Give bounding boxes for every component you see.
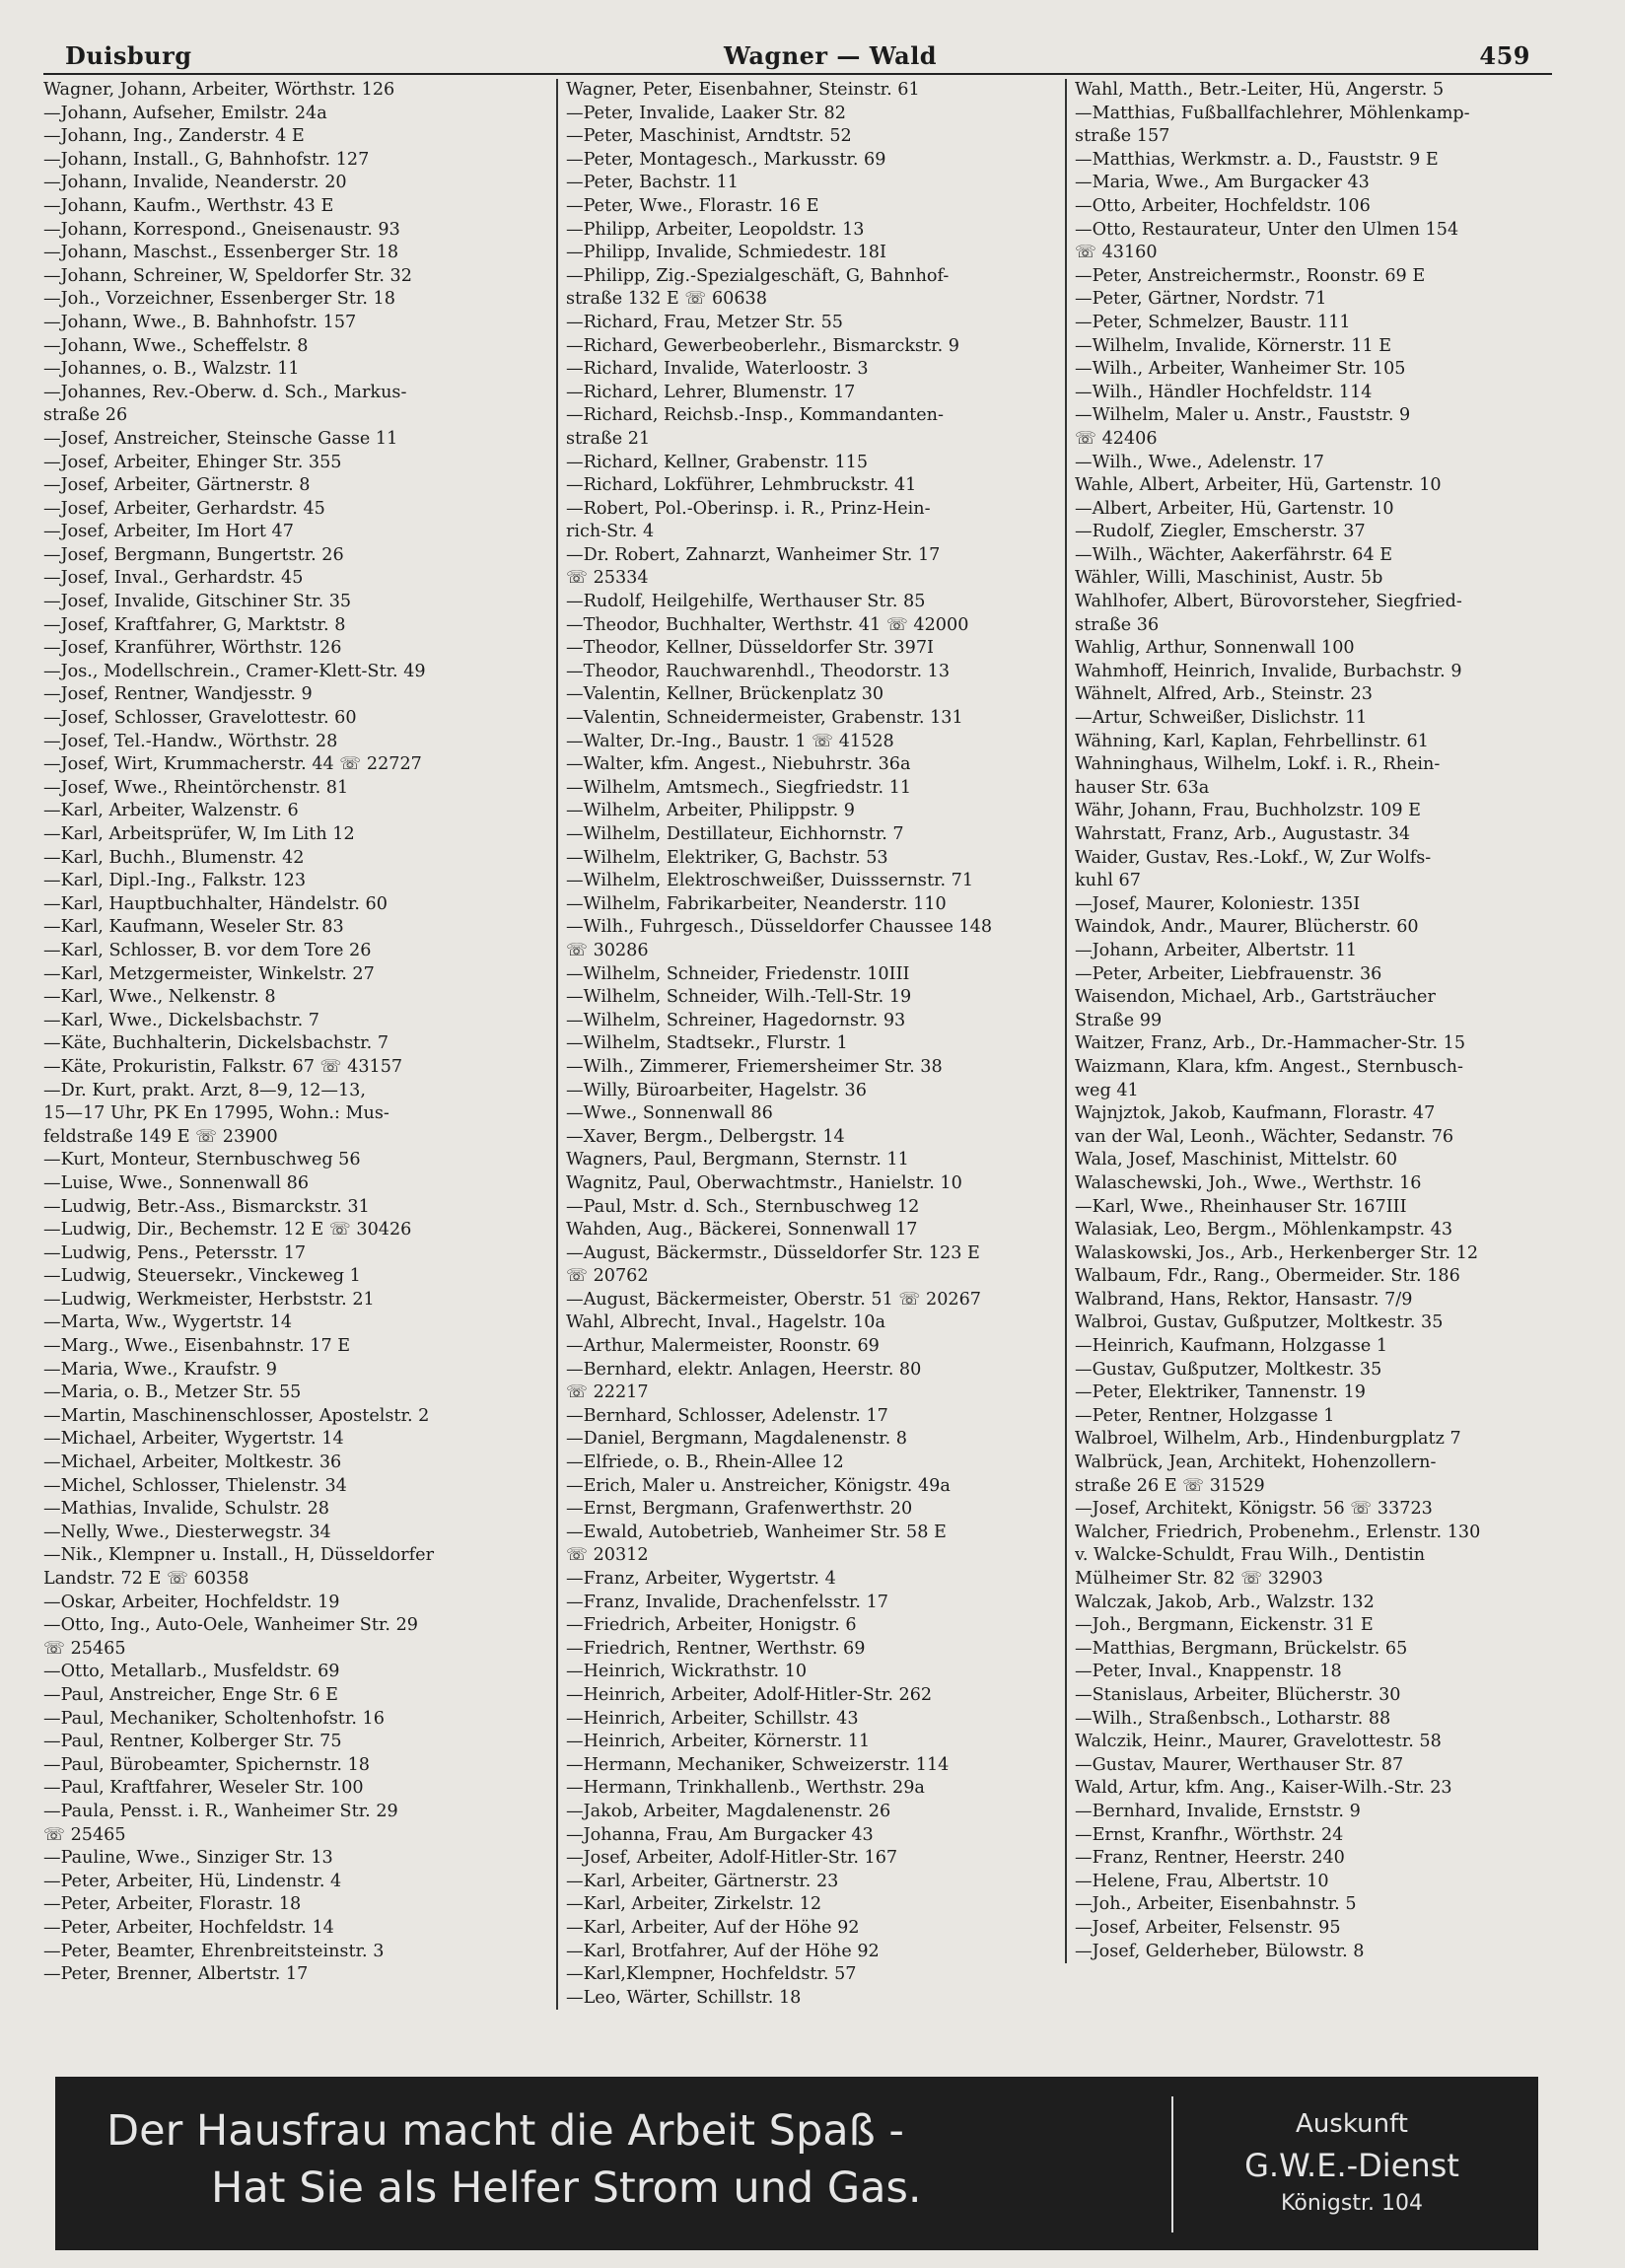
directory-entry-line: —Peter, Montagesch., Markusstr. 69 (566, 149, 886, 170)
directory-entry-line: —Dr. Robert, Zahnarzt, Wanheimer Str. 17 (566, 544, 941, 565)
directory-entry-line: —Otto, Metallarb., Musfeldstr. 69 (43, 1662, 340, 1682)
directory-entry-line: Walbroi, Gustav, Gußputzer, Moltkestr. 35 (1075, 1312, 1444, 1333)
directory-entry-line: ☏ 25334 (566, 568, 649, 589)
header-city: Duisburg (65, 41, 192, 70)
directory-entry-line: —Johann, Invalide, Neanderstr. 20 (43, 173, 347, 193)
ad-slogan-line-2: Hat Sie als Helfer Strom und Gas. (211, 2163, 922, 2213)
directory-entry-line: Walbaum, Fdr., Rang., Obermeider. Str. 186 (1075, 1266, 1460, 1287)
directory-entry-line: —Richard, Lokführer, Lehmbruckstr. 41 (566, 475, 917, 496)
directory-entry-line: —Johann, Maschst., Essenberger Str. 18 (43, 243, 399, 263)
directory-entry-line: —Wilhelm, Schreiner, Hagedornstr. 93 (566, 1010, 906, 1030)
directory-entry-line: ☏ 42406 (1075, 428, 1158, 449)
directory-entry-line: —Wilh., Händler Hochfeldstr. 114 (1075, 382, 1373, 402)
directory-entry-line: Mülheimer Str. 82 ☏ 32903 (1075, 1569, 1323, 1589)
directory-entry-line: —Wilhelm, Arbeiter, Philippstr. 9 (566, 801, 855, 821)
advertisement-banner (55, 2077, 1538, 2250)
directory-entry-line: 15—17 Uhr, PK En 17995, Wohn.: Mus- (43, 1103, 389, 1124)
directory-entry-line: —Josef, Arbeiter, Adolf-Hitler-Str. 167 (566, 1848, 898, 1869)
directory-entry-line: —Josef, Rentner, Wandjesstr. 9 (43, 684, 313, 705)
directory-entry-line: —Peter, Maschinist, Arndtstr. 52 (566, 126, 852, 147)
directory-entry-line: —Franz, Invalide, Drachenfelsstr. 17 (566, 1592, 888, 1612)
ad-info-service: G.W.E.-Dienst (1244, 2147, 1459, 2184)
directory-entry-line: v. Walcke-Schuldt, Frau Wilh., Dentistin (1075, 1545, 1426, 1566)
directory-entry-line: —Jos., Modellschrein., Cramer-Klett-Str. 49 (43, 661, 426, 681)
directory-entry-line: —Erich, Maler u. Anstreicher, Königstr. 49a (566, 1475, 951, 1496)
header-name-range: Wagner — Wald (724, 41, 938, 70)
directory-entry-line: —Peter, Invalide, Laaker Str. 82 (566, 103, 846, 123)
directory-entry-line: —Ernst, Kranfhr., Wörthstr. 24 (1075, 1824, 1344, 1845)
directory-entry-line: —Paul, Bürobeamter, Spichernstr. 18 (43, 1754, 370, 1775)
directory-entry-line: —Johanna, Frau, Am Burgacker 43 (566, 1824, 874, 1845)
directory-entry-line: —Josef, Arbeiter, Gärtnerstr. 8 (43, 475, 311, 496)
directory-entry-line: —Wilh., Wwe., Adelenstr. 17 (1075, 452, 1324, 472)
directory-entry-line: —Gustav, Gußputzer, Moltkestr. 35 (1075, 1359, 1382, 1380)
directory-entry-line: —Maria, o. B., Metzer Str. 55 (43, 1382, 302, 1403)
directory-entry-line: —Peter, Arbeiter, Liebfrauenstr. 36 (1075, 963, 1382, 984)
ad-divider (1171, 2096, 1173, 2233)
directory-entry-line: —Wilh., Arbeiter, Wanheimer Str. 105 (1075, 359, 1406, 380)
directory-entry-line: —Paul, Anstreicher, Enge Str. 6 E (43, 1684, 338, 1705)
directory-entry-line: —Karl, Arbeiter, Auf der Höhe 92 (566, 1917, 860, 1938)
directory-entry-line: —Heinrich, Arbeiter, Körnerstr. 11 (566, 1732, 871, 1752)
directory-entry-line: —Ewald, Autobetrieb, Wanheimer Str. 58 E (566, 1522, 947, 1542)
directory-entry-line: —Wilh., Zimmerer, Friemersheimer Str. 38 (566, 1056, 943, 1077)
directory-entry-line: Wähnelt, Alfred, Arb., Steinstr. 23 (1075, 684, 1373, 705)
directory-entry-line: —Paul, Kraftfahrer, Weseler Str. 100 (43, 1778, 364, 1799)
directory-entry-line: —Johann, Kaufm., Werthstr. 43 E (43, 195, 334, 216)
directory-entry-line: —Wilh., Straßenbsch., Lotharstr. 88 (1075, 1708, 1391, 1729)
directory-entry-line: —Leo, Wärter, Schillstr. 18 (566, 1987, 802, 2008)
directory-entry-line: —Rudolf, Ziegler, Emscherstr. 37 (1075, 522, 1366, 542)
directory-entry-line: —Wilh., Wächter, Aakerfährstr. 64 E (1075, 544, 1393, 565)
directory-entry-line: —Wilhelm, Elektriker, G, Bachstr. 53 (566, 847, 888, 868)
directory-entry-line: —Johann, Wwe., B. Bahnhofstr. 157 (43, 312, 357, 332)
directory-entry-line: —Richard, Frau, Metzer Str. 55 (566, 312, 843, 332)
directory-entry-line: —Karl, Arbeitsprüfer, W, Im Lith 12 (43, 824, 355, 844)
directory-entry-line: —Bernhard, Invalide, Ernststr. 9 (1075, 1801, 1361, 1821)
directory-entry-line: weg 41 (1075, 1080, 1139, 1100)
directory-entry-line: van der Wal, Leonh., Wächter, Sedanstr. 76 (1075, 1126, 1454, 1147)
directory-entry-line: —Johann, Schreiner, W, Speldorfer Str. 32 (43, 265, 412, 286)
directory-entry-line: —Karl, Buchh., Blumenstr. 42 (43, 847, 305, 868)
directory-entry-line: —Peter, Schmelzer, Baustr. 111 (1075, 312, 1351, 332)
directory-entry-line: Wahninghaus, Wilhelm, Lokf. i. R., Rhein- (1075, 754, 1441, 775)
directory-entry-line: —Heinrich, Wickrathstr. 10 (566, 1662, 808, 1682)
directory-entry-line: —Karl, Brotfahrer, Auf der Höhe 92 (566, 1941, 880, 1961)
directory-entry-line: —Heinrich, Arbeiter, Schillstr. 43 (566, 1708, 859, 1729)
directory-entry-line: —Kurt, Monteur, Sternbuschweg 56 (43, 1150, 361, 1170)
directory-entry-line: —Otto, Arbeiter, Hochfeldstr. 106 (1075, 195, 1371, 216)
directory-entry-line: straße 26 (43, 405, 128, 426)
directory-entry-line: Wahlig, Arthur, Sonnenwall 100 (1075, 638, 1355, 659)
directory-entry-line: Walczak, Jakob, Arb., Walzstr. 132 (1075, 1592, 1375, 1612)
directory-entry-line: Walaschewski, Joh., Wwe., Werthstr. 16 (1075, 1172, 1422, 1193)
directory-entry-line: —Peter, Rentner, Holzgasse 1 (1075, 1405, 1335, 1426)
directory-entry-line: —Pauline, Wwe., Sinziger Str. 13 (43, 1848, 333, 1869)
directory-entry-line: —August, Bäckermeister, Oberstr. 51 ☏ 20267 (566, 1289, 981, 1310)
directory-entry-line: —Jakob, Arbeiter, Magdalenenstr. 26 (566, 1801, 891, 1821)
directory-entry-line: feldstraße 149 E ☏ 23900 (43, 1126, 278, 1147)
directory-entry-line: ☏ 30286 (566, 940, 649, 960)
directory-entry-line: straße 21 (566, 428, 651, 449)
directory-entry-line: —Gustav, Maurer, Werthauser Str. 87 (1075, 1754, 1404, 1775)
directory-entry-line: —Stanislaus, Arbeiter, Blücherstr. 30 (1075, 1684, 1401, 1705)
directory-entry-line: —Johann, Ing., Zanderstr. 4 E (43, 126, 305, 147)
directory-entry-line: —Ludwig, Werkmeister, Herbststr. 21 (43, 1289, 375, 1310)
directory-entry-line: —Wilhelm, Invalide, Körnerstr. 11 E (1075, 335, 1392, 356)
directory-entry-line: —Theodor, Kellner, Düsseldorfer Str. 397I (566, 638, 934, 659)
directory-entry-line: —Paula, Pensst. i. R., Wanheimer Str. 29 (43, 1801, 398, 1821)
directory-entry-line: —Josef, Arbeiter, Im Hort 47 (43, 522, 294, 542)
directory-entry-line: —Paul, Mechaniker, Scholtenhofstr. 16 (43, 1708, 385, 1729)
directory-entry-line: —Theodor, Buchhalter, Werthstr. 41 ☏ 42000 (566, 614, 969, 635)
directory-entry-line: —Helene, Frau, Albertstr. 10 (1075, 1871, 1329, 1891)
directory-entry-line: —Wilhelm, Elektroschweißer, Duisssernstr. 71 (566, 871, 974, 891)
directory-entry-line: —Michel, Schlosser, Thielenstr. 34 (43, 1475, 347, 1496)
directory-entry-line: —Nik., Klempner u. Install., H, Düsseldorfer (43, 1545, 435, 1566)
directory-entry-line: Wagner, Johann, Arbeiter, Wörthstr. 126 (43, 80, 395, 100)
directory-entry-line: —Wilhelm, Fabrikarbeiter, Neanderstr. 110 (566, 893, 947, 914)
directory-entry-line: —Josef, Gelderheber, Bülowstr. 8 (1075, 1941, 1365, 1961)
directory-entry-line: —August, Bäckermstr., Düsseldorfer Str. 123 E (566, 1242, 980, 1263)
directory-entry-line: —Matthias, Fußballfachlehrer, Möhlenkamp- (1075, 103, 1470, 123)
directory-entry-line: straße 157 (1075, 126, 1170, 147)
directory-entry-line: Straße 99 (1075, 1010, 1163, 1030)
column-2 (556, 79, 1059, 2010)
directory-entry-line: —Josef, Inval., Gerhardstr. 45 (43, 568, 304, 589)
directory-entry-line: —Josef, Bergmann, Bungertstr. 26 (43, 544, 344, 565)
directory-entry-line: —Walter, Dr.-Ing., Baustr. 1 ☏ 41528 (566, 731, 894, 751)
page-number: 459 (1479, 41, 1530, 70)
directory-entry-line: hauser Str. 63a (1075, 777, 1210, 798)
directory-entry-line: straße 26 E ☏ 31529 (1075, 1475, 1265, 1496)
directory-entry-line: —Otto, Ing., Auto-Oele, Wanheimer Str. 29 (43, 1615, 418, 1636)
directory-entry-line: —Karl, Arbeiter, Zirkelstr. 12 (566, 1894, 822, 1915)
directory-entry-line: —Johannes, Rev.-Oberw. d. Sch., Markus- (43, 382, 407, 402)
directory-entry-line: —Marta, Ww., Wygertstr. 14 (43, 1312, 293, 1333)
directory-entry-line: —Josef, Architekt, Königstr. 56 ☏ 33723 (1075, 1499, 1433, 1520)
directory-entry-line: —Josef, Kranführer, Wörthstr. 126 (43, 638, 342, 659)
directory-entry-line: —Peter, Elektriker, Tannenstr. 19 (1075, 1382, 1366, 1403)
directory-entry-line: —Josef, Arbeiter, Felsenstr. 95 (1075, 1917, 1341, 1938)
directory-entry-line: Wald, Artur, kfm. Ang., Kaiser-Wilh.-Str. 23 (1075, 1778, 1452, 1799)
directory-entry-line: —Josef, Anstreicher, Steinsche Gasse 11 (43, 428, 398, 449)
directory-entry-line: —Hermann, Trinkhallenb., Werthstr. 29a (566, 1778, 925, 1799)
directory-entry-line: —Luise, Wwe., Sonnenwall 86 (43, 1172, 310, 1193)
directory-entry-line: —Peter, Anstreichermstr., Roonstr. 69 E (1075, 265, 1426, 286)
directory-entry-line: —Maria, Wwe., Kraufstr. 9 (43, 1359, 277, 1380)
directory-entry-line: —Karl, Dipl.-Ing., Falkstr. 123 (43, 871, 307, 891)
ad-info-address: Königstr. 104 (1281, 2191, 1423, 2216)
directory-entry-line: —Peter, Arbeiter, Hü, Lindenstr. 4 (43, 1871, 342, 1891)
directory-entry-line: —Oskar, Arbeiter, Hochfeldstr. 19 (43, 1592, 340, 1612)
directory-entry-line: —Willy, Büroarbeiter, Hagelstr. 36 (566, 1080, 867, 1100)
directory-entry-line: —Ludwig, Steuersekr., Vinckeweg 1 (43, 1266, 361, 1287)
directory-entry-line: Wähler, Willi, Maschinist, Austr. 5b (1075, 568, 1383, 589)
directory-entry-line: —Wilh., Fuhrgesch., Düsseldorfer Chaussee 148 (566, 917, 993, 938)
directory-entry-line: straße 36 (1075, 614, 1160, 635)
directory-entry-line: —Peter, Brenner, Albertstr. 17 (43, 1964, 309, 1985)
directory-entry-line: —Arthur, Malermeister, Roonstr. 69 (566, 1336, 880, 1357)
directory-entry-line: —Karl, Schlosser, B. vor dem Tore 26 (43, 940, 372, 960)
directory-entry-line: —Käte, Prokuristin, Falkstr. 67 ☏ 43157 (43, 1056, 403, 1077)
directory-entry-line: —Martin, Maschinenschlosser, Apostelstr. 2 (43, 1405, 430, 1426)
directory-entry-line: —Käte, Buchhalterin, Dickelsbachstr. 7 (43, 1033, 389, 1054)
directory-entry-line: —Peter, Arbeiter, Hochfeldstr. 14 (43, 1917, 334, 1938)
directory-entry-line: —Karl, Arbeiter, Walzenstr. 6 (43, 801, 299, 821)
directory-entry-line: Wala, Josef, Maschinist, Mittelstr. 60 (1075, 1150, 1398, 1170)
directory-entry-line: —Peter, Bachstr. 11 (566, 173, 739, 193)
directory-entry-line: —Michael, Arbeiter, Moltkestr. 36 (43, 1453, 342, 1473)
directory-entry-line: —Philipp, Arbeiter, Leopoldstr. 13 (566, 219, 865, 240)
directory-entry-line: Wajnjztok, Jakob, Kaufmann, Florastr. 47 (1075, 1103, 1436, 1124)
directory-entry-line: —Wilhelm, Amtsmech., Siegfriedstr. 11 (566, 777, 912, 798)
directory-entry-line: —Joh., Vorzeichner, Essenberger Str. 18 (43, 289, 395, 310)
directory-entry-line: Waitzer, Franz, Arb., Dr.-Hammacher-Str. 15 (1075, 1033, 1466, 1054)
directory-entry-line: —Josef, Tel.-Handw., Wörthstr. 28 (43, 731, 338, 751)
directory-entry-line: Wahrstatt, Franz, Arb., Augustastr. 34 (1075, 824, 1411, 844)
directory-entry-line: —Albert, Arbeiter, Hü, Gartenstr. 10 (1075, 498, 1394, 519)
directory-entry-line: —Wilhelm, Stadtsekr., Flurstr. 1 (566, 1033, 848, 1054)
directory-entry-line: —Hermann, Mechaniker, Schweizerstr. 114 (566, 1754, 950, 1775)
directory-entry-line: —Artur, Schweißer, Dislichstr. 11 (1075, 708, 1368, 729)
directory-entry-line: Landstr. 72 E ☏ 60358 (43, 1569, 249, 1589)
directory-entry-line: —Wilhelm, Schneider, Friedenstr. 10III (566, 963, 910, 984)
directory-entry-line: —Josef, Kraftfahrer, G, Marktstr. 8 (43, 614, 346, 635)
directory-entry-line: Walasiak, Leo, Bergm., Möhlenkampstr. 43 (1075, 1220, 1453, 1240)
directory-entry-line: ☏ 22217 (566, 1382, 649, 1403)
directory-entry-line: Wahl, Matth., Betr.-Leiter, Hü, Angerstr. 5 (1075, 80, 1445, 100)
directory-entry-line: —Karl, Wwe., Dickelsbachstr. 7 (43, 1010, 319, 1030)
ad-slogan (95, 2102, 1189, 2217)
directory-entry-line: Wahle, Albert, Arbeiter, Hü, Gartenstr. 10 (1075, 475, 1442, 496)
directory-entry-line: —Karl, Arbeiter, Gärtnerstr. 23 (566, 1871, 839, 1891)
directory-entry-line: Waindok, Andr., Maurer, Blücherstr. 60 (1075, 917, 1419, 938)
directory-entry-line: ☏ 43160 (1075, 243, 1158, 263)
directory-entry-line: —Bernhard, elektr. Anlagen, Heerstr. 80 (566, 1359, 922, 1380)
directory-entry-line: —Daniel, Bergmann, Magdalenenstr. 8 (566, 1429, 907, 1450)
directory-entry-line: —Maria, Wwe., Am Burgacker 43 (1075, 173, 1370, 193)
directory-entry-line: —Wilhelm, Schneider, Wilh.-Tell-Str. 19 (566, 987, 912, 1008)
directory-entry-line: —Friedrich, Rentner, Werthstr. 69 (566, 1638, 866, 1659)
directory-entry-line: —Heinrich, Arbeiter, Adolf-Hitler-Str. 262 (566, 1684, 933, 1705)
directory-entry-line: —Xaver, Bergm., Delbergstr. 14 (566, 1126, 845, 1147)
directory-entry-line: —Peter, Inval., Knappenstr. 18 (1075, 1662, 1342, 1682)
directory-entry-line: —Peter, Wwe., Florastr. 16 E (566, 195, 819, 216)
directory-entry-line: —Josef, Arbeiter, Gerhardstr. 45 (43, 498, 325, 519)
directory-entry-line: —Otto, Restaurateur, Unter den Ulmen 154 (1075, 219, 1459, 240)
directory-entry-line: Waizmann, Klara, kfm. Angest., Sternbusch- (1075, 1056, 1463, 1077)
directory-entry-line: —Wilhelm, Destillateur, Eichhornstr. 7 (566, 824, 904, 844)
directory-entry-line: —Peter, Arbeiter, Florastr. 18 (43, 1894, 302, 1915)
ad-slogan-line-1: Der Hausfrau macht die Arbeit Spaß - (106, 2106, 904, 2156)
directory-entry-line: —Mathias, Invalide, Schulstr. 28 (43, 1499, 329, 1520)
directory-entry-line: Wahlhofer, Albert, Bürovorsteher, Siegfried- (1075, 592, 1462, 612)
directory-entry-line: —Philipp, Zig.-Spezialgeschäft, G, Bahnhof- (566, 265, 950, 286)
directory-entry-line: —Johann, Aufseher, Emilstr. 24a (43, 103, 327, 123)
directory-entry-line: —Wwe., Sonnenwall 86 (566, 1103, 773, 1124)
directory-entry-line: Waider, Gustav, Res.-Lokf., W, Zur Wolfs- (1075, 847, 1432, 868)
directory-entry-line: —Johann, Korrespond., Gneisenaustr. 93 (43, 219, 400, 240)
directory-entry-line: —Johann, Install., G, Bahnhofstr. 127 (43, 149, 370, 170)
directory-entry-line: Wagner, Peter, Eisenbahner, Steinstr. 61 (566, 80, 920, 100)
directory-columns (43, 79, 1552, 2051)
directory-entry-line: —Friedrich, Arbeiter, Honigstr. 6 (566, 1615, 857, 1636)
directory-entry-line: —Johann, Wwe., Scheffelstr. 8 (43, 335, 309, 356)
directory-entry-line: —Josef, Schlosser, Gravelottestr. 60 (43, 708, 357, 729)
ad-info-label: Auskunft (1296, 2109, 1408, 2139)
directory-entry-line: straße 132 E ☏ 60638 (566, 289, 767, 310)
directory-entry-line: —Franz, Rentner, Heerstr. 240 (1075, 1848, 1345, 1869)
directory-entry-line: —Josef, Arbeiter, Ehinger Str. 355 (43, 452, 342, 472)
directory-entry-line: —Ludwig, Pens., Petersstr. 17 (43, 1242, 307, 1263)
directory-entry-line: Walbrand, Hans, Rektor, Hansastr. 7/9 (1075, 1289, 1413, 1310)
directory-entry-line: —Paul, Mstr. d. Sch., Sternbuschweg 12 (566, 1196, 920, 1217)
directory-entry-line: —Rudolf, Heilgehilfe, Werthauser Str. 85 (566, 592, 926, 612)
directory-entry-line: —Theodor, Rauchwarenhdl., Theodorstr. 13 (566, 661, 951, 681)
directory-entry-line: —Karl, Metzgermeister, Winkelstr. 27 (43, 963, 375, 984)
directory-entry-line: Walcher, Friedrich, Probenehm., Erlenstr. 130 (1075, 1522, 1481, 1542)
directory-entry-line: rich-Str. 4 (566, 522, 655, 542)
directory-entry-line: Wahden, Aug., Bäckerei, Sonnenwall 17 (566, 1220, 918, 1240)
directory-entry-line: —Robert, Pol.-Oberinsp. i. R., Prinz-Hein- (566, 498, 931, 519)
directory-entry-line: ☏ 25465 (43, 1824, 126, 1845)
directory-entry-line: —Dr. Kurt, prakt. Arzt, 8—9, 12—13, (43, 1080, 366, 1100)
directory-entry-line: —Richard, Kellner, Grabenstr. 115 (566, 452, 869, 472)
directory-entry-line: —Heinrich, Kaufmann, Holzgasse 1 (1075, 1336, 1388, 1357)
directory-entry-line: —Valentin, Kellner, Brückenplatz 30 (566, 684, 884, 705)
directory-entry-line: Wagners, Paul, Bergmann, Sternstr. 11 (566, 1150, 909, 1170)
directory-entry-line: —Karl, Kaufmann, Weseler Str. 83 (43, 917, 344, 938)
directory-entry-line: —Karl, Hauptbuchhalter, Händelstr. 60 (43, 893, 388, 914)
directory-entry-line: Waisendon, Michael, Arb., Gartsträucher (1075, 987, 1436, 1008)
directory-entry-line: —Peter, Beamter, Ehrenbreitsteinstr. 3 (43, 1941, 385, 1961)
directory-entry-line: —Franz, Arbeiter, Wygertstr. 4 (566, 1569, 836, 1589)
directory-entry-line: —Elfriede, o. B., Rhein-Allee 12 (566, 1453, 844, 1473)
directory-entry-line: —Ernst, Bergmann, Grafenwerthstr. 20 (566, 1499, 913, 1520)
directory-entry-line: Wagnitz, Paul, Oberwachtmstr., Hanielstr. 10 (566, 1172, 962, 1193)
ad-info (1189, 2104, 1515, 2221)
directory-entry-line: —Nelly, Wwe., Diesterwegstr. 34 (43, 1522, 331, 1542)
directory-entry-line: —Wilhelm, Maler u. Anstr., Fauststr. 9 (1075, 405, 1411, 426)
directory-entry-line: —Joh., Arbeiter, Eisenbahnstr. 5 (1075, 1894, 1357, 1915)
directory-entry-line: —Richard, Reichsb.-Insp., Kommandanten- (566, 405, 944, 426)
directory-entry-line: Walaskowski, Jos., Arb., Herkenberger Str. 12 (1075, 1242, 1479, 1263)
directory-entry-line: Wahl, Albrecht, Inval., Hagelstr. 10a (566, 1312, 885, 1333)
directory-entry-line: Wahmhoff, Heinrich, Invalide, Burbachstr. 9 (1075, 661, 1462, 681)
directory-entry-line: —Valentin, Schneidermeister, Grabenstr. 131 (566, 708, 963, 729)
directory-entry-line: Wähning, Karl, Kaplan, Fehrbellinstr. 61 (1075, 731, 1429, 751)
column-3 (1065, 79, 1554, 1963)
directory-entry-line: —Peter, Gärtner, Nordstr. 71 (1075, 289, 1327, 310)
page-header (43, 39, 1552, 75)
directory-entry-line: Walczik, Heinr., Maurer, Gravelottestr. 58 (1075, 1732, 1442, 1752)
directory-entry-line: —Ludwig, Betr.-Ass., Bismarckstr. 31 (43, 1196, 370, 1217)
directory-entry-line: —Ludwig, Dir., Bechemstr. 12 E ☏ 30426 (43, 1220, 412, 1240)
directory-entry-line: ☏ 20312 (566, 1545, 649, 1566)
directory-entry-line: Walbrück, Jean, Architekt, Hohenzollern- (1075, 1453, 1437, 1473)
directory-entry-line: —Joh., Bergmann, Eickenstr. 31 E (1075, 1615, 1374, 1636)
directory-entry-line: —Paul, Rentner, Kolberger Str. 75 (43, 1732, 342, 1752)
directory-entry-line: —Marg., Wwe., Eisenbahnstr. 17 E (43, 1336, 351, 1357)
directory-entry-line: —Karl,Klempner, Hochfeldstr. 57 (566, 1964, 857, 1985)
directory-entry-line: —Richard, Gewerbeoberlehr., Bismarckstr. 9 (566, 335, 959, 356)
directory-entry-line: —Karl, Wwe., Rheinhauser Str. 167III (1075, 1196, 1407, 1217)
directory-entry-line: kuhl 67 (1075, 871, 1141, 891)
directory-entry-line: —Josef, Invalide, Gitschiner Str. 35 (43, 592, 352, 612)
directory-entry-line: Währ, Johann, Frau, Buchholzstr. 109 E (1075, 801, 1422, 821)
directory-entry-line: —Josef, Maurer, Koloniestr. 135I (1075, 893, 1361, 914)
directory-entry-line: —Walter, kfm. Angest., Niebuhrstr. 36a (566, 754, 911, 775)
directory-entry-line: ☏ 20762 (566, 1266, 649, 1287)
directory-entry-line: ☏ 25465 (43, 1638, 126, 1659)
directory-entry-line: —Karl, Wwe., Nelkenstr. 8 (43, 987, 276, 1008)
directory-entry-line: —Bernhard, Schlosser, Adelenstr. 17 (566, 1405, 888, 1426)
directory-entry-line: —Johannes, o. B., Walzstr. 11 (43, 359, 300, 380)
directory-entry-line: Walbroel, Wilhelm, Arb., Hindenburgplatz 7 (1075, 1429, 1461, 1450)
directory-entry-line: —Richard, Invalide, Waterloostr. 3 (566, 359, 869, 380)
directory-entry-line: —Johann, Arbeiter, Albertstr. 11 (1075, 940, 1358, 960)
directory-entry-line: —Michael, Arbeiter, Wygertstr. 14 (43, 1429, 344, 1450)
directory-entry-line: —Josef, Wwe., Rheintörchenstr. 81 (43, 777, 349, 798)
directory-entry-line: —Philipp, Invalide, Schmiedestr. 18I (566, 243, 886, 263)
directory-entry-line: —Matthias, Bergmann, Brückelstr. 65 (1075, 1638, 1408, 1659)
directory-entry-line: —Matthias, Werkmstr. a. D., Fauststr. 9 E (1075, 149, 1439, 170)
directory-entry-line: —Josef, Wirt, Krummacherstr. 44 ☏ 22727 (43, 754, 422, 775)
column-1 (43, 79, 544, 1987)
directory-entry-line: —Richard, Lehrer, Blumenstr. 17 (566, 382, 856, 402)
